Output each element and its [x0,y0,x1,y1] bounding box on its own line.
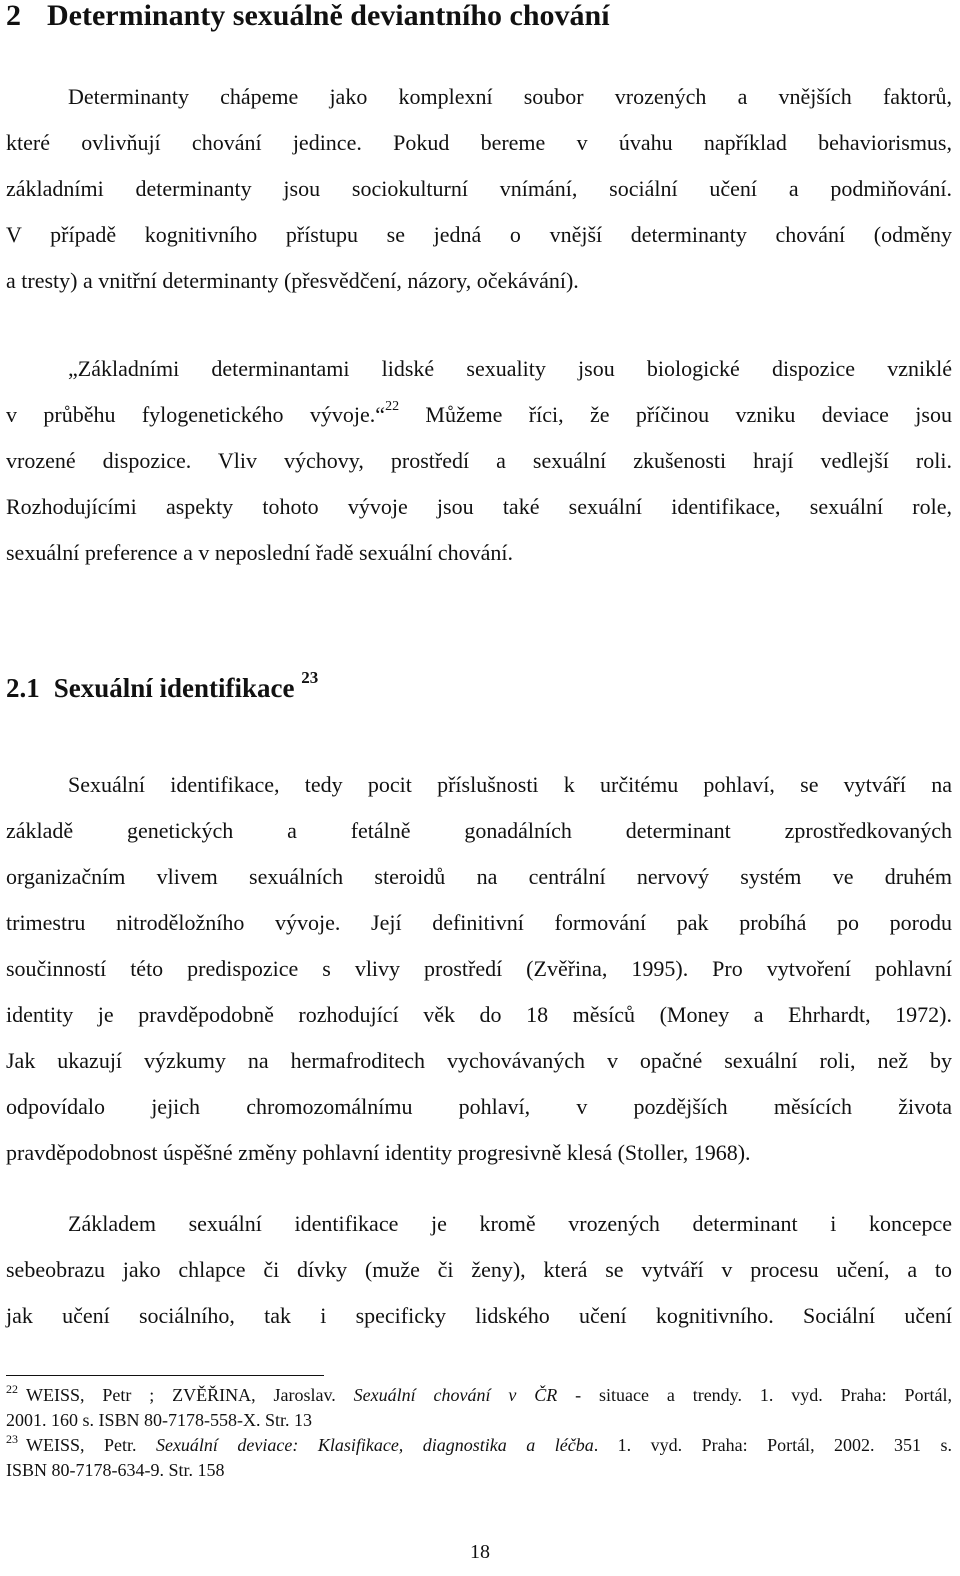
footnote-book-title: Sexuální deviace: Klasifikace, diagnostika a léčba [155,1435,594,1455]
chapter-heading [6,0,610,34]
footnote-mark: 22 [6,1382,18,1396]
text-line: Determinanty chápeme jako komplexní soubor vrozených a vnějších faktorů, [68,84,952,109]
text-line: Sexuální identifikace, tedy pocit příslušnosti k určitému pohlaví, se vytváří na [68,772,952,797]
text-line: „Základními determinantami lidské sexuality jsou biologické dispozice vzniklé [68,356,952,381]
footnote-ref-23[interactable]: 23 [301,668,319,687]
footnote-author: WEISS, Petr ; ZVĚŘINA, Jaroslav. [26,1385,354,1405]
text-line: sexuální preference a v neposlední řadě sexuální chování. [6,540,514,565]
chapter-number: 2 [6,0,21,32]
section-heading [6,670,318,706]
footnote-author: WEISS, Petr. [26,1435,156,1455]
footnote-23-continuation: ISBN 80-7178-634-9. Str. 158 [6,1460,225,1480]
text-line: identity je pravděpodobně rozhodující věk do 18 měsíců (Money a Ehrhardt, 1972). [6,1002,952,1027]
text-line: pravděpodobnost úspěšné změny pohlavní identity progresivně klesá (Stoller, 1968). [6,1140,751,1165]
chapter-title: Determinanty sexuálně deviantního chování [47,0,610,32]
text-line: vrozené dispozice. Vliv výchovy, prostředí a sexuální zkušenosti hrají vedlejší roli. [6,448,952,473]
paragraph-biological-dispositions [6,346,952,576]
footnote-ref-22[interactable]: 22 [385,398,400,414]
text-line: Rozhodujícími aspekty tohoto vývoje jsou také sexuální identifikace, sexuální role, [6,494,952,519]
text-line: základě genetických a fetálně gonadálních determinant zprostředkovaných [6,818,952,843]
text-line: trimestru nitroděložního vývoje. Její definitivní formování pak probíhá po porodu [6,910,952,935]
footnote-separator [6,1375,324,1376]
paragraph-sexual-identification [6,762,952,1176]
quote-continuation: Můžeme říci, že příčinou vzniku deviace jsou [399,402,952,427]
footnote-details: . 1. vyd. Praha: Portál, 2002. 351 s. [593,1435,952,1455]
footnotes [6,1383,952,1483]
page-number: 18 [470,1541,490,1563]
quote-end: v průběhu fylogenetického vývoje.“ [6,402,386,427]
text-line: a tresty) a vnitřní determinanty (přesvědčení, názory, očekávání). [6,268,579,293]
footnote-23 [6,1433,952,1458]
text-line: které ovlivňují chování jedince. Pokud bereme v úvahu například behaviorismus, [6,130,952,155]
text-line: součinností této predispozice s vlivy prostředí (Zvěřina, 1995). Pro vytvoření pohlavní [6,956,952,981]
text-line: Základem sexuální identifikace je kromě vrozených determinant i koncepce [68,1211,952,1236]
footnote-book-title: Sexuální chování v ČR [353,1385,558,1405]
footnote-22-continuation: 2001. 160 s. ISBN 80-7178-558-X. Str. 13 [6,1410,313,1430]
text-line: jak učení sociálního, tak i specificky lidského učení kognitivního. Sociální učení [6,1303,952,1328]
text-line: základními determinanty jsou sociokulturní vnímání, sociální učení a podmiňování. [6,176,952,201]
text-line: organizačním vlivem sexuálních steroidů na centrální nervový systém ve druhém [6,864,952,889]
footnote-details: - situace a trendy. 1. vyd. Praha: Portál, [557,1385,952,1405]
section-title: Sexuální identifikace [53,673,295,703]
text-line: V případě kognitivního přístupu se jedná o vnější determinanty chování (odměny [6,222,952,247]
paragraph-self-concept [6,1201,952,1339]
paragraph-determinants-definition [6,74,952,304]
text-line: sebeobrazu jako chlapce či dívky (muže či ženy), která se vytváří v procesu učení, a to [6,1257,952,1282]
footnote-mark: 23 [6,1432,18,1446]
text-line: odpovídalo jejich chromozomálnímu pohlaví, v pozdějších měsících života [6,1094,952,1119]
text-line-with-footnote-ref [6,392,952,438]
text-line: Jak ukazují výzkumy na hermafroditech vychovávaných v opačné sexuální roli, než by [6,1048,952,1073]
section-number: 2.1 [6,673,40,703]
footnote-22 [6,1383,952,1408]
